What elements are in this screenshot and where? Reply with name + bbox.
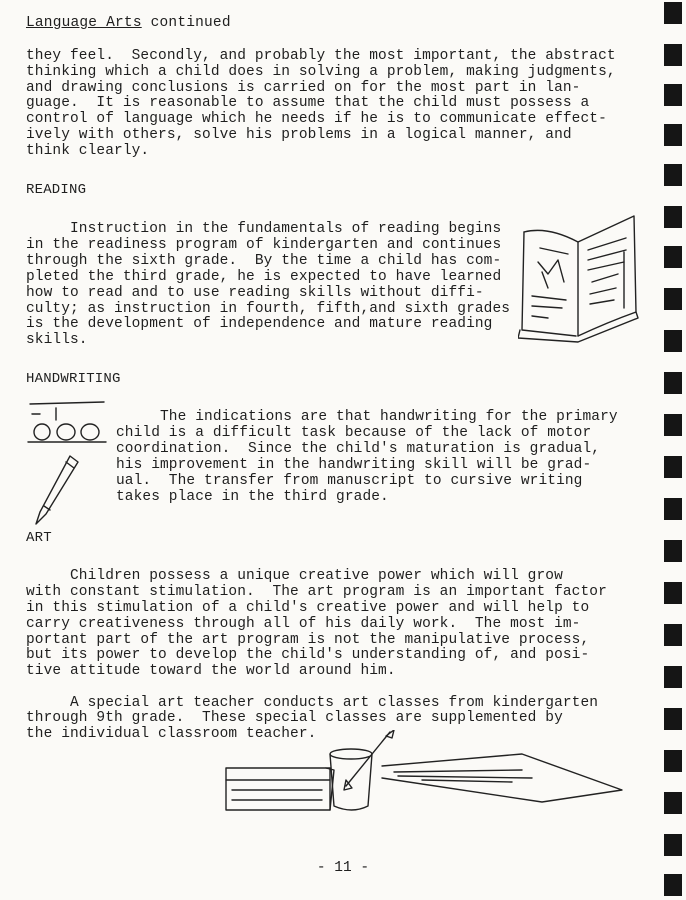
binding-hole — [664, 456, 682, 478]
open-book-icon — [518, 212, 642, 344]
text-line: The indications are that handwriting for the primary — [116, 409, 618, 425]
binding-hole — [664, 246, 682, 268]
handwriting-heading: HANDWRITING — [26, 371, 121, 387]
text-line: carry creativeness through all of his daily work. The most im- — [26, 616, 581, 632]
text-line: Instruction in the fundamentals of reading begins — [26, 221, 502, 237]
binding-hole — [664, 582, 682, 604]
binding-strip — [664, 0, 686, 900]
binding-hole — [664, 666, 682, 688]
text-line: child is a difficult task because of the lack of motor — [116, 425, 592, 441]
binding-hole — [664, 44, 682, 66]
binding-hole — [664, 372, 682, 394]
text-line: thinking which a child does in solving a problem, making judgments, — [26, 64, 616, 80]
section-suffix: continued — [150, 15, 231, 31]
binding-hole — [664, 540, 682, 562]
text-line: how to read and to use reading skills without diffi- — [26, 285, 484, 301]
page-number: - 11 - — [316, 860, 370, 876]
text-line: his improvement in the handwriting skill will be grad- — [116, 457, 592, 473]
binding-hole — [664, 2, 682, 24]
binding-hole — [664, 874, 682, 896]
text-line: takes place in the third grade. — [116, 489, 389, 505]
binding-hole — [664, 288, 682, 310]
binding-hole — [664, 124, 682, 146]
text-line: through 9th grade. These special classes are supplemented by — [26, 710, 563, 726]
binding-hole — [664, 498, 682, 520]
binding-hole — [664, 708, 682, 730]
text-line: control of language which he needs if he is to communicate effect- — [26, 111, 607, 127]
text-line: and drawing conclusions is carried on for the most part in lan- — [26, 80, 581, 96]
reading-heading: READING — [26, 182, 87, 198]
text-line: but its power to develop the child's understanding of, and posi- — [26, 647, 590, 663]
text-line: A special art teacher conducts art classes from kindergarten — [26, 695, 599, 711]
binding-hole — [664, 164, 682, 186]
paint-supplies-icon — [222, 730, 632, 818]
text-line: skills. — [26, 332, 88, 348]
section-title: Language Arts — [26, 15, 142, 31]
text-line: with constant stimulation. The art program is an important factor — [26, 584, 607, 600]
text-line: think clearly. — [26, 143, 150, 159]
binding-hole — [664, 624, 682, 646]
text-line: culty; as instruction in fourth, fifth,and sixth grades — [26, 301, 511, 317]
text-line: coordination. Since the child's maturation is gradual, — [116, 441, 601, 457]
text-line: they feel. Secondly, and probably the most important, the abstract — [26, 48, 616, 64]
page-header — [26, 15, 231, 31]
text-line: in the readiness program of kindergarten and continues — [26, 237, 502, 253]
binding-hole — [664, 206, 682, 228]
text-line: portant part of the art program is not the manipulative process, — [26, 632, 590, 648]
text-line: ively with others, solve his problems in a logical manner, and — [26, 127, 572, 143]
pencil-icon — [26, 400, 110, 528]
binding-hole — [664, 792, 682, 814]
binding-hole — [664, 834, 682, 856]
text-line: the individual classroom teacher. — [26, 726, 317, 742]
binding-hole — [664, 750, 682, 772]
text-line: through the sixth grade. By the time a child has com- — [26, 253, 502, 269]
binding-hole — [664, 414, 682, 436]
text-line: ual. The transfer from manuscript to cursive writing — [116, 473, 583, 489]
binding-hole — [664, 84, 682, 106]
text-line: in this stimulation of a child's creative power and will help to — [26, 600, 590, 616]
text-line: tive attitude toward the world around him. — [26, 663, 396, 679]
text-line: guage. It is reasonable to assume that the child must possess a — [26, 95, 590, 111]
binding-hole — [664, 330, 682, 352]
art-heading: ART — [26, 530, 52, 546]
text-line: is the development of independence and mature reading — [26, 316, 493, 332]
text-line: pleted the third grade, he is expected to have learned — [26, 269, 502, 285]
text-line: Children possess a unique creative power which will grow — [26, 568, 563, 584]
